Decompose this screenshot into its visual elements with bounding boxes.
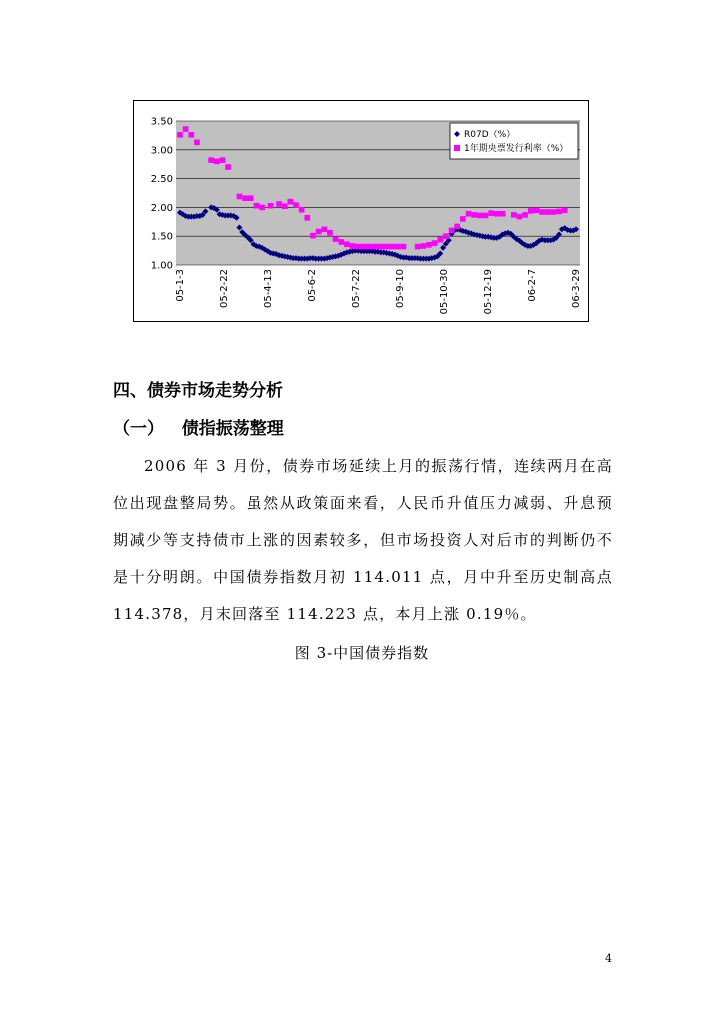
cbill-rate-point: [415, 244, 421, 250]
y-tick-label: 3.00: [150, 145, 173, 157]
cbill-rate-point: [556, 209, 562, 215]
cbill-rate-point: [401, 244, 407, 250]
cbill-rate-point: [225, 164, 231, 170]
cbill-rate-point: [208, 157, 214, 163]
paragraph-line: 位出现盘整局势。虽然从政策面来看，人民币升值压力减弱、升息预: [113, 494, 613, 512]
cbill-rate-point: [254, 203, 260, 209]
cbill-rate-point: [276, 201, 282, 207]
cbill-rate-point: [432, 240, 438, 246]
y-tick-label: 1.50: [150, 231, 173, 243]
x-tick-label: 05-4-13: [263, 269, 274, 309]
rate-chart: [134, 101, 590, 323]
cbill-rate-point: [488, 210, 494, 216]
cbill-rate-point: [310, 233, 316, 239]
cbill-rate-point: [454, 224, 460, 230]
cbill-rate-point: [350, 243, 356, 249]
cbill-rate-point: [384, 244, 390, 250]
cbill-rate-point: [372, 244, 378, 250]
cbill-rate-point: [288, 199, 294, 205]
cbill-rate-point: [338, 239, 344, 245]
cbill-rate-point: [194, 140, 200, 146]
paragraph-line: 是十分明朗。中国债券指数月初 114.011 点，月中升至历史制高点: [113, 568, 613, 586]
cbill-rate-point: [551, 209, 557, 215]
cbill-rate-point: [466, 211, 472, 217]
cbill-rate-point: [355, 244, 361, 250]
y-tick-label: 2.50: [150, 174, 173, 186]
cbill-rate-point: [220, 157, 226, 163]
chart-legend: [450, 123, 578, 159]
cbill-rate-point: [395, 244, 401, 250]
cbill-rate-point: [237, 194, 243, 200]
cbill-rate-point: [293, 202, 299, 208]
x-tick-label: 05-2-22: [219, 269, 230, 309]
cbill-rate-point: [177, 132, 183, 138]
section-heading: 四、债券市场走势分析: [113, 381, 283, 401]
cbill-rate-point: [511, 212, 517, 218]
paragraph-line: 2006 年 3 月份，债券市场延续上月的振荡行情，连续两月在高: [144, 457, 613, 475]
cbill-rate-point: [304, 215, 310, 221]
cbill-rate-point: [183, 126, 189, 132]
x-tick-label: 05-9-10: [395, 269, 406, 309]
legend-marker-cbill: [454, 145, 460, 151]
cbill-rate-point: [471, 212, 477, 218]
cbill-rate-point: [420, 243, 426, 249]
x-tick-label: 06-2-7: [527, 269, 538, 302]
cbill-rate-point: [426, 242, 432, 248]
y-tick-label: 3.50: [150, 116, 173, 128]
cbill-rate-point: [562, 207, 568, 213]
cbill-rate-point: [477, 213, 483, 219]
x-tick-label: 05-7-22: [351, 269, 362, 309]
cbill-rate-point: [389, 244, 395, 250]
cbill-rate-point: [494, 211, 500, 217]
cbill-rate-point: [189, 132, 195, 138]
x-tick-label: 05-10-30: [439, 269, 450, 315]
cbill-rate-point: [500, 211, 506, 217]
y-tick-label: 2.00: [150, 202, 173, 214]
cbill-rate-point: [522, 212, 528, 218]
cbill-rate-point: [539, 209, 545, 215]
figure-caption: 图 3-中国债券指数: [294, 644, 430, 662]
cbill-rate-point: [534, 207, 540, 213]
x-axis: [175, 269, 582, 314]
cbill-rate-point: [443, 233, 449, 239]
x-tick-label: 05-1-3: [175, 269, 186, 302]
legend-label-cbill: 1年期央票发行利率（%）: [464, 144, 569, 154]
cbill-rate-point: [268, 203, 274, 209]
cbill-rate-point: [344, 241, 350, 247]
cbill-rate-point: [248, 195, 254, 201]
y-tick-label: 1.00: [150, 260, 173, 272]
cbill-rate-point: [545, 209, 551, 215]
paragraph-line: 114.378，月末回落至 114.223 点，本月上涨 0.19％。: [113, 605, 537, 623]
cbill-rate-point: [460, 216, 466, 222]
x-tick-label: 05-6-2: [307, 269, 318, 302]
cbill-rate-point: [327, 230, 333, 236]
cbill-rate-point: [378, 244, 384, 250]
cbill-rate-point: [367, 244, 373, 250]
cbill-rate-point: [437, 237, 443, 243]
x-tick-label: 05-12-19: [483, 269, 494, 315]
cbill-rate-point: [449, 228, 455, 234]
cbill-rate-point: [517, 214, 523, 220]
cbill-rate-point: [528, 208, 534, 214]
subsection-heading: （一） 债指振荡整理: [113, 419, 284, 439]
page-number: 4: [605, 952, 612, 965]
cbill-rate-point: [321, 226, 327, 232]
chart-frame: [133, 100, 589, 322]
legend-label-r07d: R07D（%）: [464, 130, 516, 140]
paragraph-line: 期减少等支持债市上涨的因素较多，但市场投资人对后市的判断仍不: [113, 531, 613, 549]
y-axis: [151, 117, 173, 272]
cbill-rate-point: [299, 207, 305, 213]
cbill-rate-point: [361, 244, 367, 250]
cbill-rate-point: [242, 195, 248, 201]
x-tick-label: 06-3-29: [571, 269, 582, 309]
cbill-rate-point: [282, 203, 288, 209]
cbill-rate-point: [214, 159, 220, 165]
cbill-rate-point: [333, 236, 339, 242]
cbill-rate-point: [316, 229, 322, 235]
cbill-rate-point: [259, 205, 265, 211]
cbill-rate-point: [483, 213, 489, 219]
